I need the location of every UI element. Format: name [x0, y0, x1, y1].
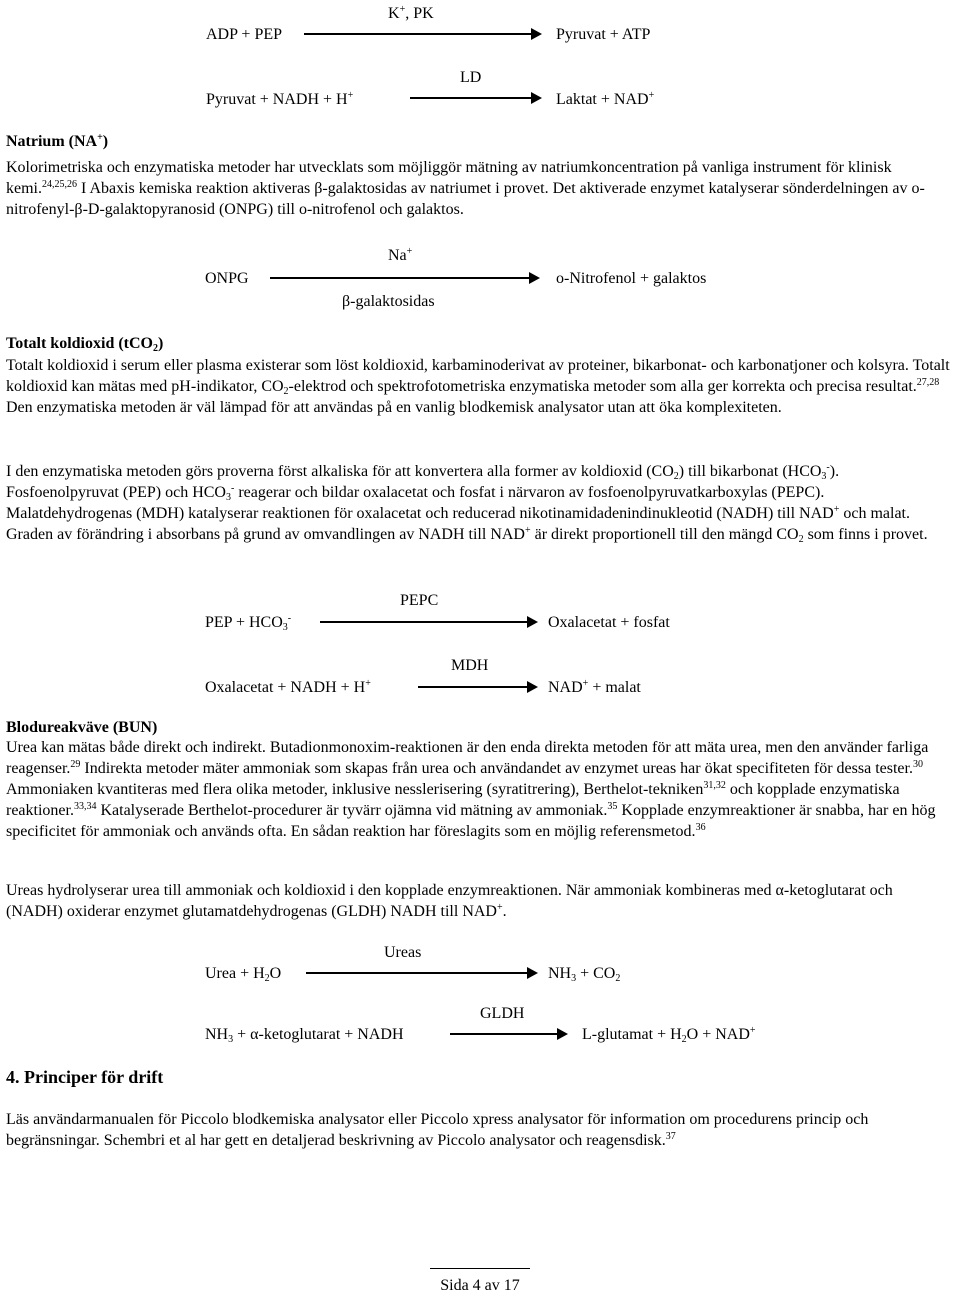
reaction-gldh-right: L-glutamat + $H_2O + NAD^+$: [582, 1025, 756, 1045]
reaction-arrow: [306, 967, 538, 979]
reaction-na-right: ο-Nitrofenol + galaktos: [556, 270, 707, 287]
reaction-pk-left: ADP + PEP: [206, 26, 283, 43]
footer-divider: [430, 1268, 530, 1269]
reaction-pepc-right: Oxalacetat + fosfat: [548, 614, 670, 631]
reaction-na-below: β-galaktosidas: [342, 293, 435, 310]
reaction-arrow: [320, 616, 538, 628]
reaction-gldh-catalyst: GLDH: [480, 1005, 525, 1022]
reaction-ureas-left: Urea + $H_2O$: [205, 965, 282, 984]
section-heading-co2: Totalt koldioxid (tCO$_2$): [6, 335, 164, 354]
reaction-arrow: [304, 28, 542, 40]
reaction-na-above: Na+: [388, 246, 413, 264]
reaction-mdh-left: Oxalacetat + NADH + H+: [205, 678, 371, 696]
principles-paragraph: Läs användarmanualen för Piccolo blodkemiska analysator eller Piccolo xpress analysator för information om procedurens princip och begränsningar. Schembri et al har gett en detaljerad beskrivning av Piccolo analysator och reagensdisk.$^{37}$: [6, 1111, 869, 1149]
reaction-ureas-catalyst: Ureas: [384, 944, 422, 961]
section-heading-sodium: Natrium (NA+): [6, 132, 109, 150]
reaction-na-left: ONPG: [205, 270, 249, 287]
section-heading-principles: 4. Principer för drift: [6, 1067, 164, 1087]
reaction-arrow: [450, 1028, 568, 1040]
reaction-pk-catalyst: K+, PK: [388, 4, 434, 22]
co2-paragraph-2: I den enzymatiska metoden görs proverna först alkaliska för att konvertera alla former av koldioxid $(CO_2)$ till bikarbonat $(HCO_3^-)$. Fosfoenolpyruvat (PEP) och $HCO_3^-$ reagerar och bildar oxalacetat och fosfat i närvaron av fosfoenolpyruvatkarboxylas (PEPC). Malatdehydrogenas (MDH) katalyserar reaktionen för oxalacetat och reducerad nikotinamidadenindinukleotid (NADH) till NAD+ och malat. Graden av förändring i absorbans på grund av omvandlingen av NADH till NAD+ är direkt proportionell till den mängd $CO_2$ som finns i provet.: [6, 462, 928, 545]
reaction-gldh-left: $NH_3$ + α-ketoglutarat + NADH: [205, 1026, 404, 1045]
reaction-mdh-catalyst: MDH: [451, 657, 489, 674]
section-heading-bun: Blodureakväve (BUN): [6, 719, 158, 736]
reaction-ureas-right: $NH_3 + CO_2$: [548, 965, 621, 984]
reaction-pepc-left: PEP + $HCO_3^-$: [205, 613, 292, 633]
reaction-pepc-catalyst: PEPC: [400, 592, 439, 609]
sodium-paragraph: Kolorimetriska och enzymatiska metoder har utvecklats som möjliggör mätning av natriumkoncentration på vanliga instrument för klinisk kemi.$^{24,25,26}$ I Abaxis kemiska reaktion aktiveras β-galaktosidas av natriumet i provet. Det aktiverade enzymet katalyserar sönderdelningen av ο-nitrofenyl-β-D-galaktopyranosid (ONPG) till ο-nitrofenol och galaktos.: [6, 159, 925, 218]
bun-paragraph-2: Ureas hydrolyserar urea till ammoniak och koldioxid i den kopplade enzymreaktionen. När ammoniak kombineras med α-ketoglutarat och (NADH) oxiderar enzymet glutamatdehydrogenas (GLDH) NADH till NAD+.: [6, 882, 893, 920]
co2-paragraph-1: Totalt koldioxid i serum eller plasma existerar som löst koldioxid, karbaminoderivat av proteiner, bikarbonat- och karbonatjoner och kolsyra. Totalt koldioxid kan mätas med pH-indikator, $CO_2$-elektrod och spektrofotometriska enzymatiska metoder som alla ger korrekta och precisa resultat.$^{27,28}$ Den enzymatiska metoden är väl lämpad för att användas på en vanlig blodkemisk analysator utan att öka komplexiteten.: [6, 357, 950, 416]
reaction-arrow: [270, 272, 540, 284]
reaction-pk-right: Pyruvat + ATP: [556, 26, 651, 43]
reaction-arrow: [418, 681, 538, 693]
reaction-ld-left: Pyruvat + NADH + H+: [206, 90, 354, 108]
bun-paragraph-1: Urea kan mätas både direkt och indirekt. Butadionmonoxim-reaktionen är den enda direkta metoden för att mäta urea, men den använder farliga reagenser.$^{29}$ Indirekta metoder mäter ammoniak som skapas från urea och användandet av enzymet ureas har ökat specifiteten för dessa tester.$^{30}$ Ammoniaken kvantiteras med flera olika metoder, inklusive nesslerisering (syratitrering), Berthelot-tekniken$^{31,32}$ och kopplade enzymatiska reaktioner.$^{33,34}$ Katalyserade Berthelot-procedurer är tyvärr ojämna vid mätning av ammoniak.$^{35}$ Kopplade enzymreaktioner är snabba, har en hög specificitet för ammoniak och används ofta. En sådan reaktion har föreslagits som en möjlig referensmetod.$^{36}$: [6, 739, 936, 840]
page-number: Sida 4 av 17: [440, 1277, 520, 1294]
reaction-arrow: [410, 92, 542, 104]
reaction-mdh-right: NAD+ + malat: [548, 678, 641, 696]
reaction-ld-catalyst: LD: [460, 69, 482, 86]
reaction-ld-right: Laktat + NAD+: [556, 90, 655, 108]
